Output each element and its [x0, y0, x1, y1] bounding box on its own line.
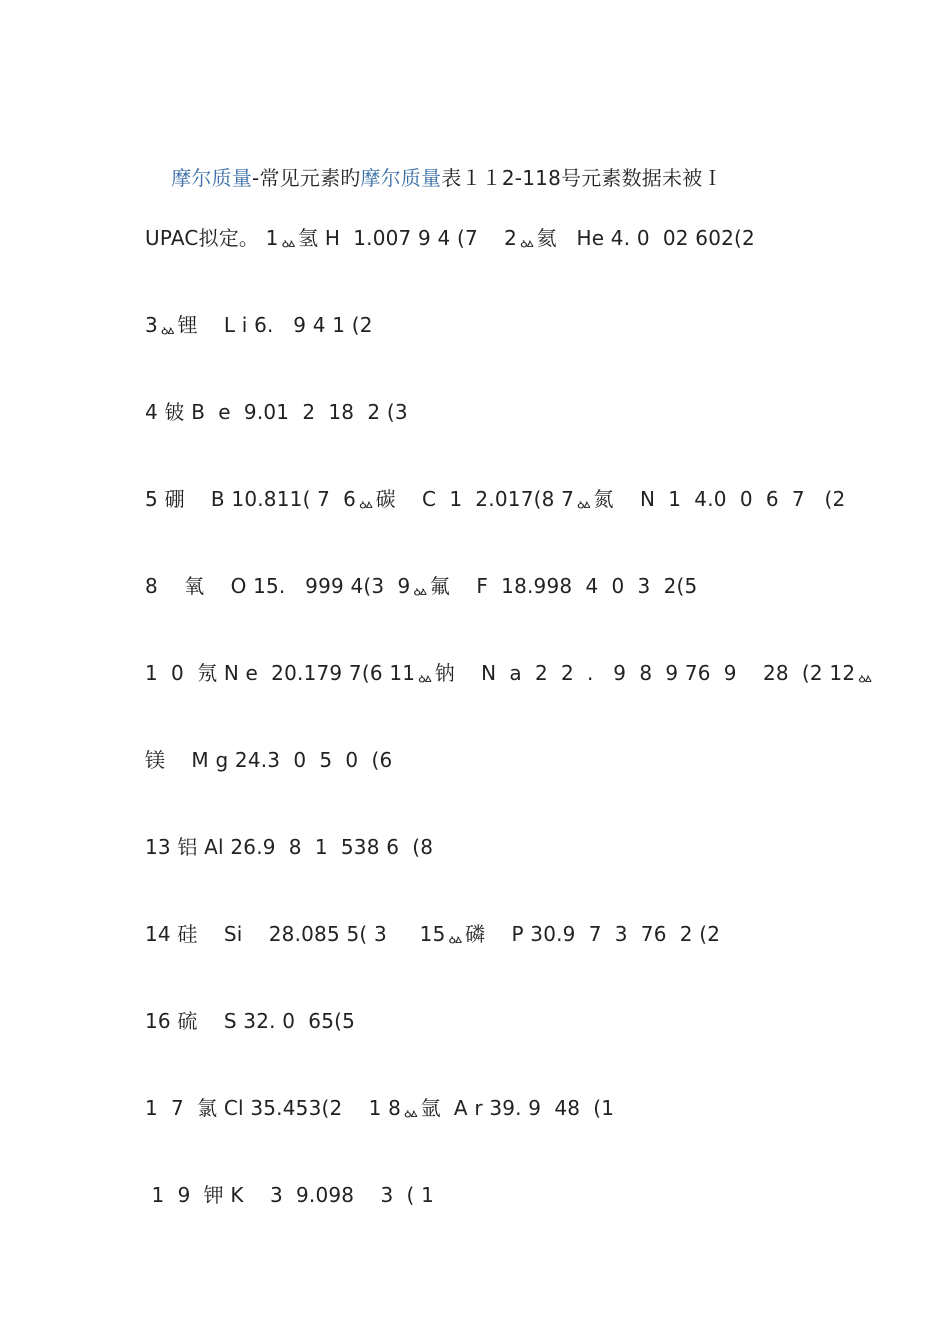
element-line-7: 镁 M g 24.3 0 5 0 (6 — [145, 748, 393, 772]
element-line-8: 13 铝 Al 26.9 8 1 538 6 (8 — [145, 835, 434, 859]
title-middle-text: -常见元素旳 — [252, 166, 361, 190]
molar-mass-link-2[interactable]: 摩尔质量 — [360, 166, 442, 190]
molar-mass-link-1[interactable]: 摩尔质量 — [171, 166, 253, 190]
element-line-10: 16 硫 S 32. 0 65(5 — [145, 1009, 356, 1033]
element-line-9: 14 硅 Si 28.085 5( 3 15ᇲ磷 P 30.9 7 3 76 2 (2 — [145, 922, 721, 946]
element-line-6: 1 0 氖 N e 20.179 7(6 11ᇲ钠 N a 2 2 . 9 8 9 76 9 28 (2 12ᇲ — [145, 661, 875, 685]
element-line-1: UPAC拟定。 1ᇲ氢 H 1.007 9 4 (7 2ᇲ氦 He 4. 0 02 602(2 — [145, 226, 755, 250]
element-line-5: 8 氧 O 15. 999 4(3 9ᇲ氟 F 18.998 4 0 3 2(5 — [145, 574, 698, 598]
element-line-4: 5 硼 B 10.811( 7 6ᇲ碳 C 1 2.017(8 7ᇲ氮 N 1 4.0 0 6 7 (2 — [145, 487, 846, 511]
element-line-12: 1 9 钾 K 3 9.098 3 ( 1 — [145, 1183, 434, 1207]
element-line-11: 1 7 氯 Cl 35.453(2 1 8ᇲ氩 A r 39. 9 48 (1 — [145, 1096, 615, 1120]
title-line — [145, 139, 723, 217]
element-line-3: 4 铍 B e 9.01 2 18 2 (3 — [145, 400, 408, 424]
title-tail-text: 表１１2-118号元素数据未被Ｉ — [441, 166, 723, 190]
element-line-2: 3ᇲ锂 L i 6. 9 4 1 (2 — [145, 313, 373, 337]
